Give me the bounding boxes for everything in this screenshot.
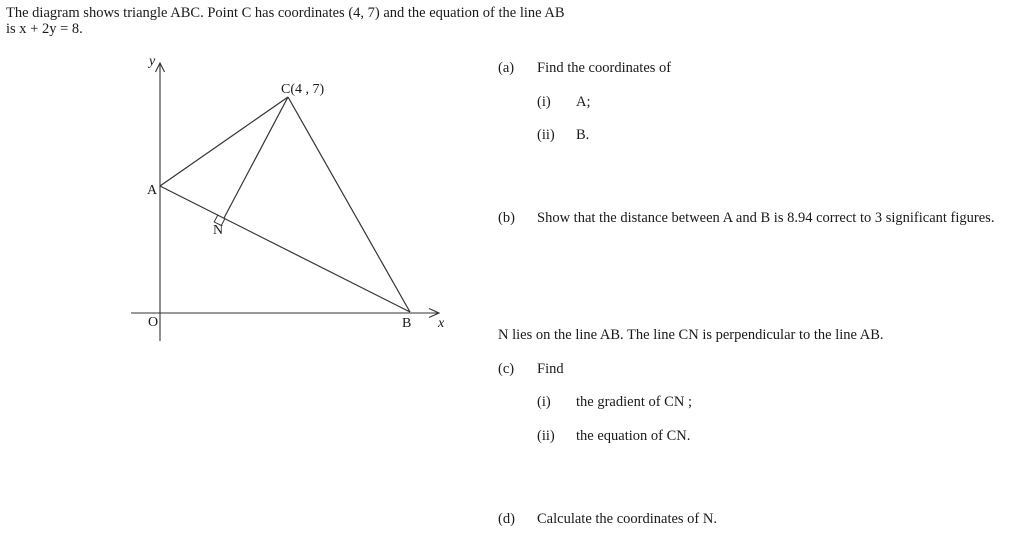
question-c-i-text: the gradient of CN ; — [576, 394, 692, 410]
point-a-label: A — [147, 183, 158, 198]
y-axis-label: y — [149, 54, 156, 69]
question-c-marker: (c) — [498, 361, 515, 377]
question-a-ii-text: B. — [576, 127, 590, 143]
side-cb — [288, 97, 410, 312]
question-d-marker: (d) — [498, 511, 515, 527]
question-b-text: Show that the distance between A and B is 8.94 correct to 3 significant figures. — [537, 210, 995, 226]
question-a-text: Find the coordinates of — [537, 60, 672, 76]
line-cn — [224, 97, 288, 218]
question-a-ii-marker: (ii) — [537, 127, 555, 143]
question-c-ii-text: the equation of CN. — [576, 428, 691, 444]
question-d-text: Calculate the coordinates of N. — [537, 511, 717, 527]
point-n-label: N — [213, 223, 224, 238]
question-a-i-text: A; — [576, 94, 591, 110]
x-axis-label: x — [438, 316, 445, 331]
origin-label: O — [148, 315, 159, 330]
question-c-text: Find — [537, 361, 564, 377]
n-statement: N lies on the line AB. The line CN is perpendicular to the line AB. — [498, 327, 884, 343]
point-c-label: C(4 , 7) — [281, 82, 325, 97]
question-c-i-marker: (i) — [537, 394, 551, 410]
intro-line-2: is x + 2y = 8. — [6, 21, 83, 37]
side-ab — [160, 186, 410, 312]
question-c-ii-marker: (ii) — [537, 428, 555, 444]
question-a-i-marker: (i) — [537, 94, 551, 110]
intro-line-1: The diagram shows triangle ABC. Point C has coordinates (4, 7) and the equation of the line AB — [6, 5, 565, 21]
question-a-marker: (a) — [498, 60, 515, 76]
question-b-marker: (b) — [498, 210, 515, 226]
side-ac — [160, 97, 288, 186]
point-b-label: B — [402, 316, 412, 331]
